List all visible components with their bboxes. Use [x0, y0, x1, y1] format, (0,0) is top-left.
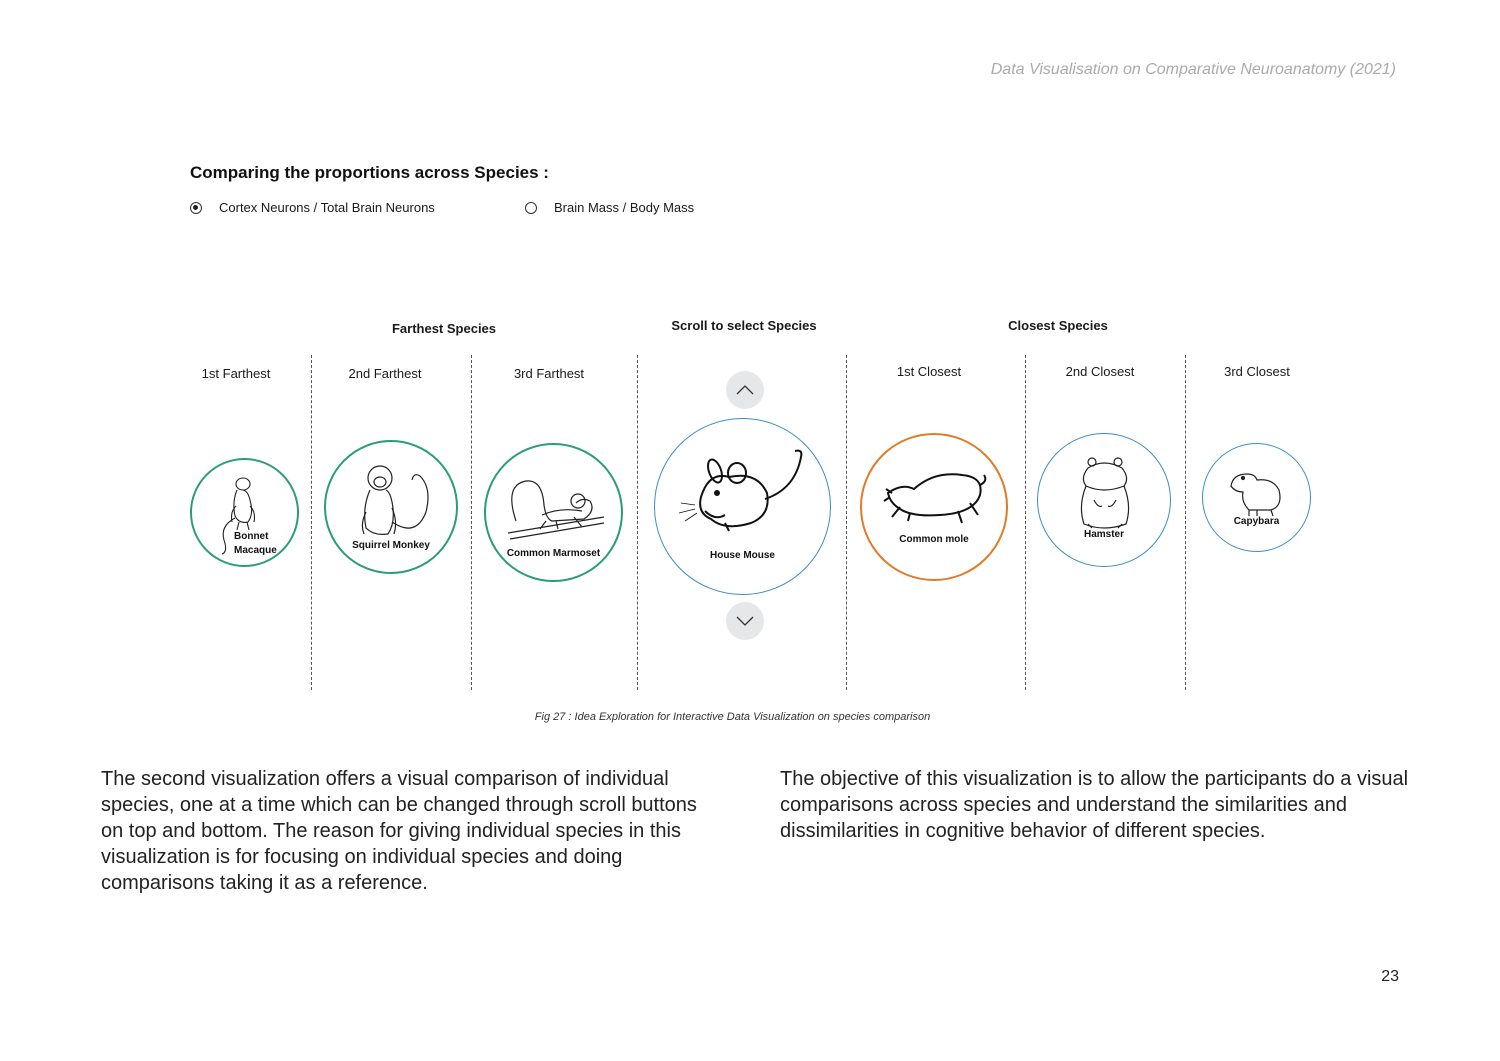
column-divider — [637, 355, 638, 690]
radio-option-brain-mass[interactable] — [525, 200, 694, 215]
section-title: Comparing the proportions across Species : — [190, 163, 549, 182]
monkey-icon — [326, 442, 460, 576]
column-divider — [846, 355, 847, 690]
radio-option-cortex[interactable] — [190, 200, 435, 215]
radio-label-brain-mass: Brain Mass / Body Mass — [554, 200, 695, 215]
chevron-up-icon — [736, 385, 754, 395]
species-card-hamster[interactable] — [1037, 433, 1171, 567]
radio-unselected-icon[interactable] — [525, 202, 537, 214]
column-label-2nd-closest: 2nd Closest — [1065, 364, 1135, 379]
radio-label-cortex: Cortex Neurons / Total Brain Neurons — [219, 200, 435, 215]
column-divider — [1025, 355, 1026, 690]
figure-caption: Fig 27 : Idea Exploration for Interactive Data Visualization on species comparison — [534, 711, 931, 723]
document-header-title: Data Visualisation on Comparative Neuroanatomy (2021) — [990, 61, 1396, 78]
chevron-down-icon — [736, 616, 754, 626]
species-name: Squirrel Monkey — [352, 540, 430, 551]
species-name: Hamster — [1083, 529, 1125, 540]
group-title-scroll: Scroll to select Species — [671, 318, 817, 333]
column-divider — [311, 355, 312, 690]
page-number: 23 — [1381, 968, 1399, 985]
species-name: Common mole — [899, 534, 969, 545]
species-card-squirrel-monkey[interactable] — [324, 440, 458, 574]
radio-selected-icon[interactable] — [190, 202, 202, 214]
column-label-3rd-closest: 3rd Closest — [1224, 364, 1290, 379]
species-name: Capybara — [1233, 516, 1280, 527]
body-paragraph-left: The second visualization offers a visual comparison of individual species, one at a time which can be changed through scroll buttons on top and bottom. The reason for giving individual species in this visualization is for focusing on individual species and doing comparisons taking it as a reference. — [101, 768, 697, 894]
column-divider — [471, 355, 472, 690]
species-name: Bonnet Macaque — [234, 531, 277, 556]
column-label-1st-farthest: 1st Farthest — [201, 366, 271, 381]
scroll-down-button[interactable] — [726, 602, 764, 640]
mouse-icon — [655, 419, 832, 596]
species-name: Common Marmoset — [506, 548, 601, 559]
hamster-icon — [1038, 434, 1172, 568]
mole-icon — [862, 435, 1010, 583]
column-label-3rd-farthest: 3rd Farthest — [513, 366, 585, 381]
species-card-capybara[interactable] — [1202, 443, 1311, 552]
species-name: House Mouse — [709, 550, 775, 561]
column-label-1st-closest: 1st Closest — [896, 364, 962, 379]
marmoset-icon — [486, 445, 625, 584]
body-paragraph-right: The objective of this visualization is to allow the participants do a visual comparisons across species and understand the similarities and dissimilarities in cognitive behavior of different species. — [780, 768, 1409, 842]
group-title-closest: Closest Species — [1008, 318, 1108, 333]
column-label-2nd-farthest: 2nd Farthest — [348, 366, 422, 381]
species-card-bonnet-macaque[interactable] — [190, 458, 299, 567]
group-title-farthest: Farthest Species — [391, 321, 497, 336]
species-card-house-mouse-selected[interactable] — [654, 418, 831, 595]
column-divider — [1185, 355, 1186, 690]
species-card-common-marmoset[interactable] — [484, 443, 623, 582]
scroll-up-button[interactable] — [726, 371, 764, 409]
capybara-icon — [1203, 444, 1312, 553]
species-card-common-mole[interactable] — [860, 433, 1008, 581]
